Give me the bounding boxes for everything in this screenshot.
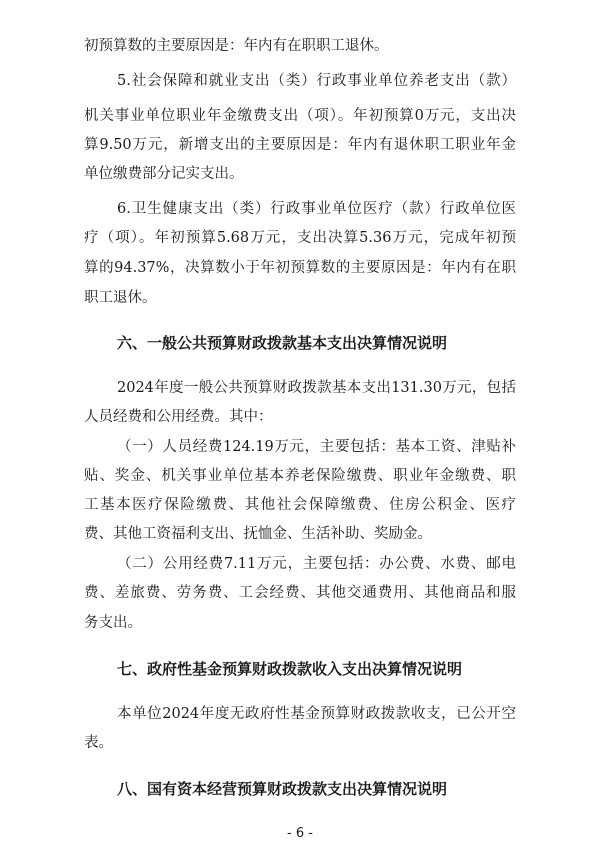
paragraph-line: 贴、奖金、机关事业单位基本养老保险缴费、职业年金缴费、职 (84, 468, 516, 484)
page-number: - 6 - (287, 826, 313, 841)
paragraph-line: 2024年度一般公共预算财政拨款基本支出131.30万元，包括 (117, 380, 516, 396)
paragraph-line: 算9.50万元，新增支出的主要原因是：年内有退休职工职业年金 (84, 137, 516, 153)
paragraph-line: 费、其他工资福利支出、抚恤金、生活补助、奖励金。 (84, 526, 432, 542)
paragraph-line: 表。 (84, 735, 113, 751)
paragraph-line: 疗（项）。年初预算5.68万元，支出决算5.36万元，完成年初预 (84, 230, 516, 246)
paragraph-line: 务支出。 (84, 615, 142, 631)
section-heading: 七、政府性基金预算财政拨款收入支出决算情况说明 (117, 660, 463, 678)
paragraph-line: 5.社会保障和就业支出（类）行政事业单位养老支出（款） (117, 73, 516, 89)
paragraph-line: 人员经费和公用经费。其中： (84, 409, 273, 425)
paragraph-line: 机关事业单位职业年金缴费支出（项）。年初预算0万元，支出决 (84, 108, 516, 124)
paragraph-line: 单位缴费部分记实支出。 (84, 166, 244, 182)
paragraph-line: 6.卫生健康支出（类）行政事业单位医疗（款）行政单位医 (117, 201, 516, 217)
paragraph-line: （二）公用经费7.11万元，主要包括：办公费、水费、邮电 (117, 556, 516, 572)
section-heading: 六、一般公共预算财政拨款基本支出决算情况说明 (117, 334, 448, 352)
section-heading: 八、国有资本经营预算财政拨款支出决算情况说明 (117, 780, 448, 798)
paragraph-line: （一）人员经费124.19万元，主要包括：基本工资、津贴补 (117, 439, 516, 455)
paragraph-line: 费、差旅费、劳务费、工会经费、其他交通费用、其他商品和服 (84, 585, 516, 601)
paragraph-line: 算的94.37%，决算数小于年初预算数的主要原因是：年内有在职 (84, 260, 516, 276)
paragraph-line: 初预算数的主要原因是：年内有在职职工退休。 (84, 38, 389, 54)
paragraph-line: 本单位2024年度无政府性基金预算财政拨款收支，已公开空 (117, 706, 516, 722)
paragraph-line: 职工退休。 (84, 290, 157, 306)
paragraph-line: 工基本医疗保险缴费、其他社会保障缴费、住房公积金、医疗 (84, 497, 516, 513)
